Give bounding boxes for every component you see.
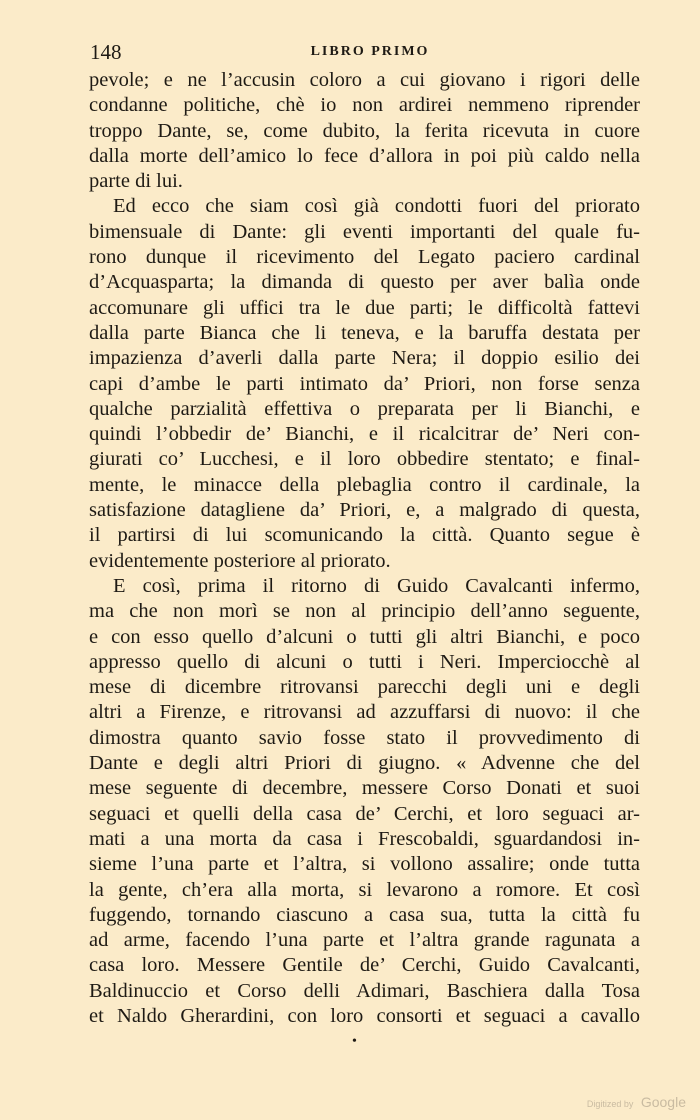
footer-mark: • <box>352 1034 357 1049</box>
text-line: pevole; e ne l’accusin coloro a cui giovano i rigori delle <box>89 69 640 91</box>
text-line: rono dunque il ricevimento del Legato paciero cardinal <box>89 246 640 269</box>
text-line: dimostra quanto savio fosse stato il provvedimento di <box>89 726 640 749</box>
text-line: evidentemente posteriore al priorato. <box>89 549 391 572</box>
text-line: bimensuale di Dante: gli eventi importanti del quale fu- <box>89 220 640 243</box>
text-line: Baldinuccio et Corso delli Adimari, Baschiera dalla Tosa <box>89 979 640 1002</box>
text-line: d’Acquasparta; la dimanda di questo per aver balìa onde <box>89 271 640 294</box>
text-line: parte di lui. <box>89 170 183 193</box>
text-line: sieme l’una parte et l’altra, si vollono assalire; onde tutta <box>89 853 640 876</box>
text-line: accomunare gli uffici tra le due parti; le difficoltà fattevi <box>89 296 640 319</box>
running-head: LIBRO PRIMO <box>310 44 430 59</box>
text-line: et Naldo Gherardini, con loro consorti et seguaci a cavallo <box>89 1004 640 1027</box>
digitized-watermark <box>587 1094 686 1112</box>
text-line: mati a una morta da casa i Frescobaldi, sguardandosi in- <box>89 827 640 850</box>
text-line: quindi l’obbedir de’ Bianchi, e il ricalcitrar de’ Neri con- <box>89 423 640 446</box>
text-line: altri a Firenze, e ritrovansi ad azzuffarsi di nuovo: il che <box>89 701 640 724</box>
text-line: e con esso quello d’alcuni o tutti gli altri Bianchi, e poco <box>89 625 640 648</box>
text-line: mese di dicembre ritrovansi parecchi degli uni e degli <box>89 676 640 699</box>
text-line: impazienza d’averli dalla parte Nera; il doppio esilio dei <box>89 347 640 370</box>
text-line: E così, prima il ritorno di Guido Cavalcanti infermo, <box>113 574 640 597</box>
text-line: fuggendo, tornando ciascuno a casa sua, tutta la città fu <box>89 903 640 926</box>
text-line: mese seguente di decembre, messere Corso Donati et suoi <box>89 777 640 800</box>
text-line: troppo Dante, se, come dubito, la ferita ricevuta in cuore <box>89 119 640 142</box>
text-line: il partirsi di lui scomunicando la città. Quanto segue è <box>89 524 640 547</box>
text-line: Ed ecco che siam così già condotti fuori del priorato <box>113 195 640 218</box>
text-line: dalla morte dell’amico lo fece d’allora in poi più caldo nella <box>89 144 640 167</box>
body-text <box>89 68 640 1029</box>
text-line: ma che non morì se non al principio dell’anno seguente, <box>89 600 640 623</box>
page-header <box>90 40 650 66</box>
text-line: satisfazione datagliene da’ Priori, e, a malgrado di questa, <box>89 499 640 522</box>
watermark-logo: Google <box>640 1094 686 1110</box>
text-line: mente, le minacce della plebaglia contro il cardinale, la <box>89 473 640 496</box>
text-line: appresso quello di alcuni o tutti i Neri. Imperciocchè al <box>89 650 640 673</box>
text-line: seguaci et quelli della casa de’ Cerchi, et loro seguaci ar- <box>89 802 640 825</box>
text-line: condanne politiche, chè io non ardirei nemmeno riprender <box>89 94 640 117</box>
text-line: giurati co’ Lucchesi, e il loro obbedire stentato; e final- <box>89 448 640 471</box>
text-line: capi d’ambe le parti intimato da’ Priori, non forse senza <box>89 372 640 395</box>
text-line: ad arme, facendo l’una parte et l’altra grande ragunata a <box>89 929 640 952</box>
watermark-prefix: Digitized by <box>586 1099 634 1109</box>
text-line: dalla parte Bianca che li teneva, e la baruffa destata per <box>89 321 640 344</box>
text-line: qualche parzialità effettiva o preparata per li Bianchi, e <box>89 397 640 420</box>
page-number: 148 <box>90 40 122 64</box>
text-line: la gente, ch’era alla morta, si levarono a romore. Et così <box>89 878 640 901</box>
text-line: casa loro. Messere Gentile de’ Cerchi, Guido Cavalcanti, <box>89 954 640 977</box>
text-line: Dante e degli altri Priori di giugno. « Advenne che del <box>89 752 640 775</box>
